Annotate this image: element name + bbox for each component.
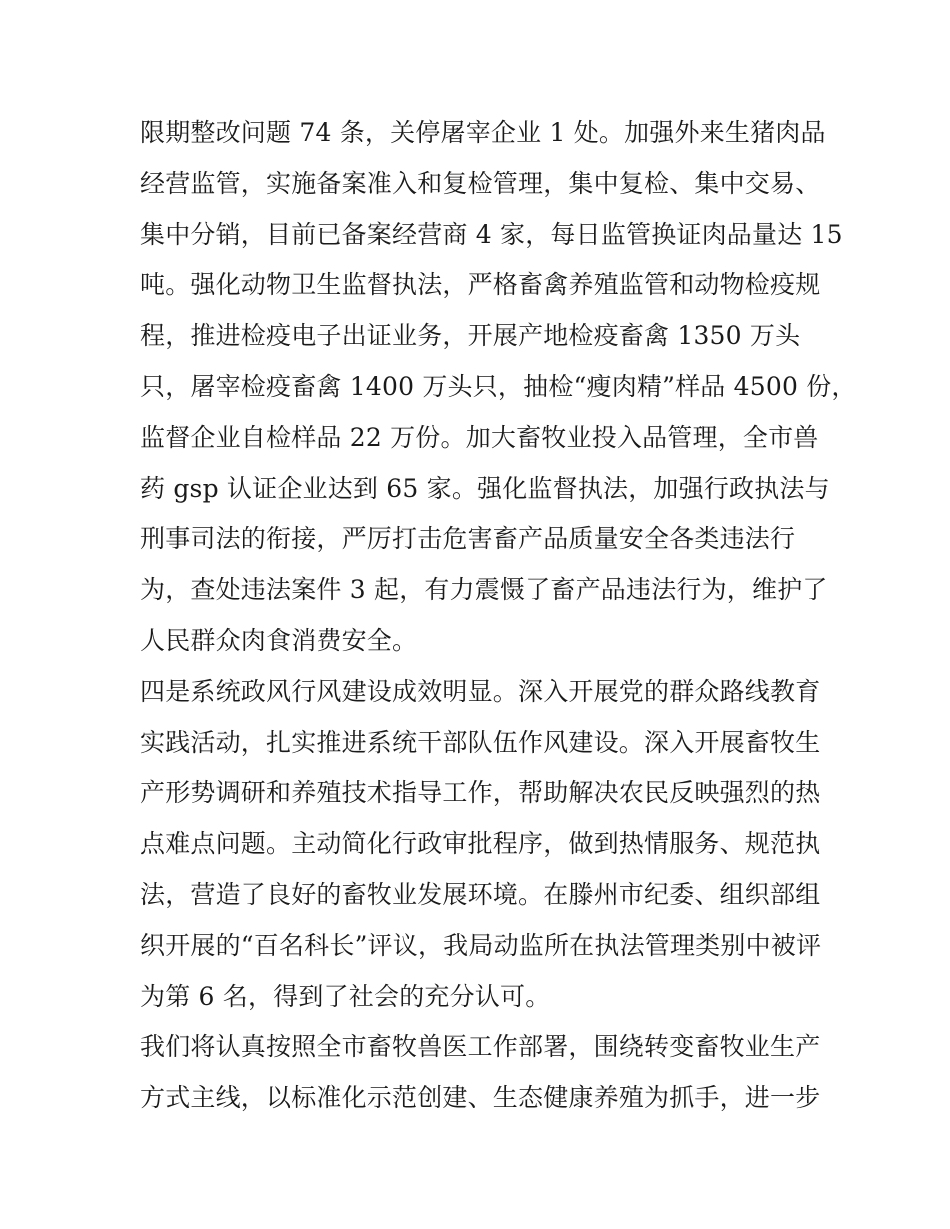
text-line-12: 四是系统政风行风建设成效明显。深入开展党的群众路线教育 [140, 676, 821, 706]
text-line-6: 只，屠宰检疫畜禽 1400 万头只，抽检“瘦肉精”样品 4500 份， [140, 371, 857, 401]
text-line-8: 药 gsp 认证企业达到 65 家。强化监督执法，加强行政执法与 [140, 473, 830, 503]
text-line-17: 织开展的“百名科长”评议，我局动监所在执法管理类别中被评 [140, 930, 822, 960]
text-line-4: 吨。强化动物卫生监督执法，严格畜禽养殖监管和动物检疫规 [140, 270, 821, 300]
text-line-1: 限期整改问题 74 条，关停屠宰企业 1 处。加强外来生猪肉品 [140, 118, 826, 147]
text-line-16: 法，营造了良好的畜牧业发展环境。在滕州市纪委、组织部组 [140, 879, 821, 909]
text-line-20: 方式主线，以标准化示范创建、生态健康养殖为抓手，进一步 [140, 1083, 821, 1113]
body-text [140, 108, 857, 1124]
text-line-15: 点难点问题。主动简化行政审批程序，做到热情服务、规范执 [140, 829, 821, 859]
text-line-9: 刑事司法的衔接，严厉打击危害畜产品质量安全各类违法行 [140, 524, 796, 554]
text-line-7: 监督企业自检样品 22 万份。加大畜牧业投入品管理，全市兽 [140, 422, 819, 452]
text-line-5: 程，推进检疫电子出证业务，开展产地检疫畜禽 1350 万头 [140, 321, 801, 351]
text-line-3: 集中分销，目前已备案经营商 4 家，每日监管换证肉品量达 15 [140, 219, 843, 249]
text-line-2: 经营监管，实施备案准入和复检管理，集中复检、集中交易、 [140, 168, 821, 198]
text-line-10: 为，查处违法案件 3 起，有力震慑了畜产品违法行为，维护了 [140, 575, 828, 605]
text-line-18: 为第 6 名，得到了社会的充分认可。 [140, 981, 551, 1011]
text-line-19: 我们将认真按照全市畜牧兽医工作部署，围绕转变畜牧业生产 [140, 1032, 821, 1062]
text-line-13: 实践活动，扎实推进系统干部队伍作风建设。深入开展畜牧生 [140, 727, 821, 757]
text-line-11: 人民群众肉食消费安全。 [140, 625, 418, 655]
text-line-14: 产形势调研和养殖技术指导工作，帮助解决农民反映强烈的热 [140, 778, 821, 808]
